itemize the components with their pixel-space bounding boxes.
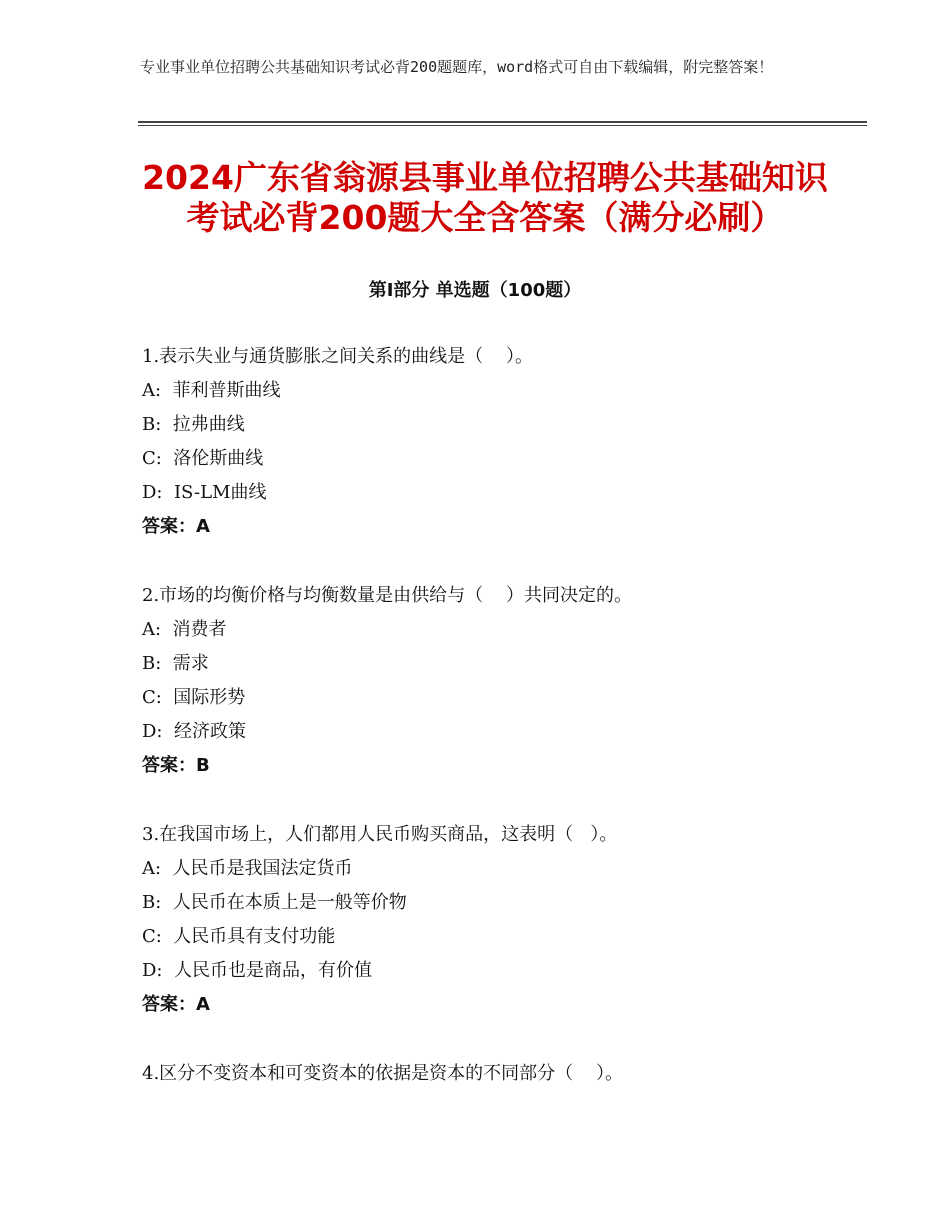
option-c: C: 人民币具有支付功能 [142,926,336,947]
header-rule-thin [138,125,867,126]
section-heading: 第I部分 单选题（100题） [368,280,582,301]
question-3 [142,818,842,1022]
option-c: C: 洛伦斯曲线 [142,448,264,469]
document-title: 2024广东省翁源县事业单位招聘公共基础知识考试必背200题大全含答案（满分必刷） [142,158,828,237]
question-stem: 4.区分不变资本和可变资本的依据是资本的不同部分（ ）。 [142,1063,624,1084]
question-stem: 1.表示失业与通货膨胀之间关系的曲线是（ ）。 [142,346,534,367]
option-a: A: 菲利普斯曲线 [142,380,281,401]
option-c: C: 国际形势 [142,687,246,708]
option-a: A: 消费者 [142,619,227,640]
question-1 [142,340,842,544]
answer: 答案：A [142,994,210,1015]
question-2 [142,579,842,783]
option-a: A: 人民币是我国法定货币 [142,858,353,879]
answer: 答案：B [142,755,210,776]
question-stem: 3.在我国市场上，人们都用人民币购买商品，这表明（ ）。 [142,824,618,845]
option-d: D: 人民币也是商品，有价值 [142,960,372,981]
question-4 [142,1057,842,1091]
header-rule-thick [138,121,867,123]
option-b: B: 拉弗曲线 [142,414,245,435]
option-b: B: 人民币在本质上是一般等价物 [142,892,407,913]
option-b: B: 需求 [142,653,209,674]
question-stem: 2.市场的均衡价格与均衡数量是由供给与（ ）共同决定的。 [142,585,633,606]
option-d: D: 经济政策 [142,721,246,742]
header-note: 专业事业单位招聘公共基础知识考试必背200题题库，word格式可自由下载编辑，附完整答案！ [140,58,774,76]
answer: 答案：A [142,516,210,537]
option-d: D: IS-LM曲线 [142,482,267,503]
